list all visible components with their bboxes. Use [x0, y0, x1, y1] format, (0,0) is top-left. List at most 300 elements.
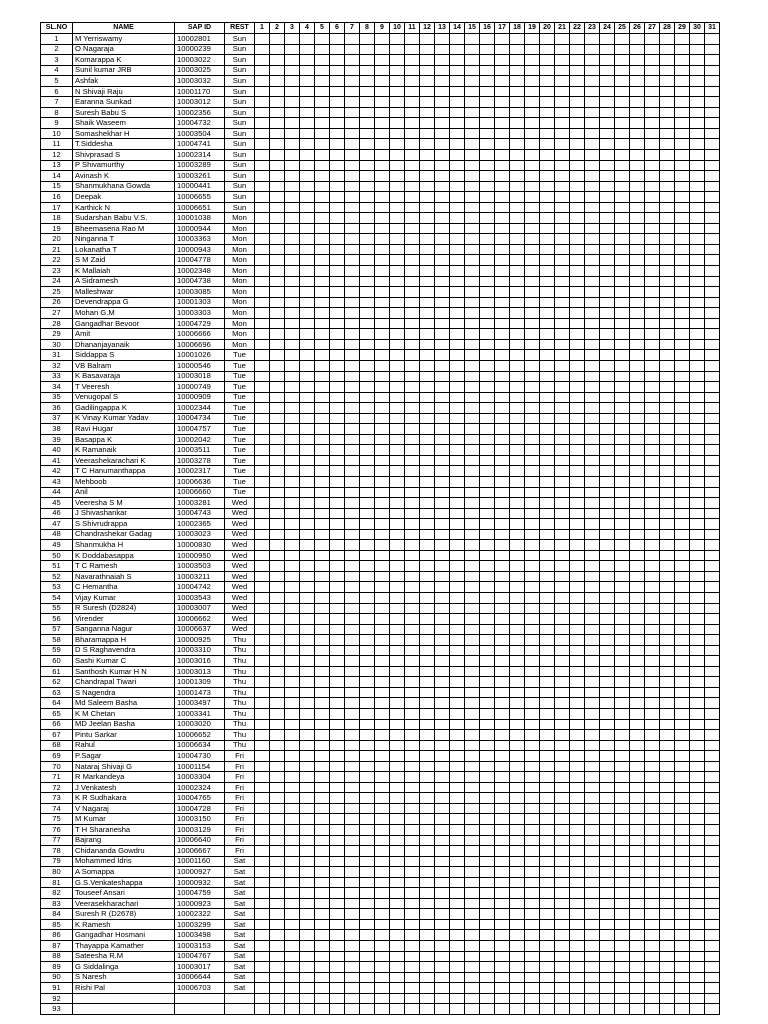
- day-cell[interactable]: [285, 34, 300, 45]
- day-cell[interactable]: [555, 962, 570, 973]
- day-cell[interactable]: [615, 97, 630, 108]
- day-cell[interactable]: [495, 202, 510, 213]
- day-cell[interactable]: [525, 624, 540, 635]
- day-cell[interactable]: [405, 403, 420, 414]
- day-cell[interactable]: [630, 962, 645, 973]
- day-cell[interactable]: [555, 592, 570, 603]
- day-cell[interactable]: [630, 983, 645, 994]
- day-cell[interactable]: [315, 930, 330, 941]
- day-cell[interactable]: [465, 888, 480, 899]
- day-cell[interactable]: [705, 772, 720, 783]
- day-cell[interactable]: [555, 919, 570, 930]
- day-cell[interactable]: [585, 382, 600, 393]
- day-cell[interactable]: [435, 287, 450, 298]
- day-cell[interactable]: [495, 941, 510, 952]
- day-cell[interactable]: [435, 308, 450, 319]
- day-cell[interactable]: [675, 150, 690, 161]
- day-cell[interactable]: [690, 308, 705, 319]
- day-cell[interactable]: [480, 118, 495, 129]
- day-cell[interactable]: [495, 909, 510, 920]
- day-cell[interactable]: [525, 308, 540, 319]
- day-cell[interactable]: [405, 519, 420, 530]
- day-cell[interactable]: [585, 455, 600, 466]
- day-cell[interactable]: [570, 360, 585, 371]
- day-cell[interactable]: [270, 803, 285, 814]
- day-cell[interactable]: [420, 772, 435, 783]
- day-cell[interactable]: [270, 888, 285, 899]
- day-cell[interactable]: [510, 825, 525, 836]
- day-cell[interactable]: [675, 592, 690, 603]
- day-cell[interactable]: [480, 814, 495, 825]
- day-cell[interactable]: [300, 350, 315, 361]
- day-cell[interactable]: [705, 55, 720, 66]
- day-cell[interactable]: [300, 287, 315, 298]
- day-cell[interactable]: [645, 1004, 660, 1015]
- day-cell[interactable]: [690, 297, 705, 308]
- day-cell[interactable]: [420, 888, 435, 899]
- day-cell[interactable]: [405, 434, 420, 445]
- day-cell[interactable]: [465, 476, 480, 487]
- day-cell[interactable]: [615, 803, 630, 814]
- day-cell[interactable]: [480, 487, 495, 498]
- day-cell[interactable]: [540, 835, 555, 846]
- day-cell[interactable]: [315, 276, 330, 287]
- day-cell[interactable]: [360, 455, 375, 466]
- day-cell[interactable]: [360, 941, 375, 952]
- day-cell[interactable]: [435, 86, 450, 97]
- day-cell[interactable]: [705, 803, 720, 814]
- day-cell[interactable]: [420, 846, 435, 857]
- day-cell[interactable]: [540, 86, 555, 97]
- day-cell[interactable]: [300, 835, 315, 846]
- day-cell[interactable]: [660, 382, 675, 393]
- day-cell[interactable]: [465, 540, 480, 551]
- day-cell[interactable]: [315, 97, 330, 108]
- day-cell[interactable]: [315, 888, 330, 899]
- day-cell[interactable]: [660, 139, 675, 150]
- day-cell[interactable]: [675, 698, 690, 709]
- day-cell[interactable]: [465, 814, 480, 825]
- day-cell[interactable]: [690, 382, 705, 393]
- day-cell[interactable]: [345, 614, 360, 625]
- day-cell[interactable]: [390, 476, 405, 487]
- day-cell[interactable]: [495, 772, 510, 783]
- day-cell[interactable]: [660, 761, 675, 772]
- day-cell[interactable]: [690, 993, 705, 1004]
- day-cell[interactable]: [525, 202, 540, 213]
- day-cell[interactable]: [375, 856, 390, 867]
- day-cell[interactable]: [510, 403, 525, 414]
- day-cell[interactable]: [420, 624, 435, 635]
- day-cell[interactable]: [345, 550, 360, 561]
- day-cell[interactable]: [300, 107, 315, 118]
- day-cell[interactable]: [630, 614, 645, 625]
- day-cell[interactable]: [690, 65, 705, 76]
- day-cell[interactable]: [675, 951, 690, 962]
- day-cell[interactable]: [315, 772, 330, 783]
- day-cell[interactable]: [330, 350, 345, 361]
- day-cell[interactable]: [690, 624, 705, 635]
- day-cell[interactable]: [615, 139, 630, 150]
- day-cell[interactable]: [645, 192, 660, 203]
- day-cell[interactable]: [270, 318, 285, 329]
- day-cell[interactable]: [255, 487, 270, 498]
- day-cell[interactable]: [525, 993, 540, 1004]
- day-cell[interactable]: [645, 97, 660, 108]
- day-cell[interactable]: [405, 213, 420, 224]
- day-cell[interactable]: [540, 962, 555, 973]
- day-cell[interactable]: [630, 413, 645, 424]
- day-cell[interactable]: [690, 941, 705, 952]
- day-cell[interactable]: [255, 107, 270, 118]
- day-cell[interactable]: [615, 329, 630, 340]
- day-cell[interactable]: [270, 561, 285, 572]
- day-cell[interactable]: [615, 867, 630, 878]
- day-cell[interactable]: [495, 234, 510, 245]
- day-cell[interactable]: [615, 666, 630, 677]
- day-cell[interactable]: [585, 614, 600, 625]
- day-cell[interactable]: [660, 656, 675, 667]
- day-cell[interactable]: [525, 487, 540, 498]
- day-cell[interactable]: [660, 266, 675, 277]
- day-cell[interactable]: [510, 856, 525, 867]
- day-cell[interactable]: [645, 941, 660, 952]
- day-cell[interactable]: [585, 635, 600, 646]
- day-cell[interactable]: [465, 803, 480, 814]
- day-cell[interactable]: [345, 34, 360, 45]
- day-cell[interactable]: [300, 603, 315, 614]
- day-cell[interactable]: [690, 192, 705, 203]
- day-cell[interactable]: [615, 297, 630, 308]
- day-cell[interactable]: [435, 498, 450, 509]
- day-cell[interactable]: [330, 476, 345, 487]
- day-cell[interactable]: [315, 835, 330, 846]
- day-cell[interactable]: [570, 297, 585, 308]
- day-cell[interactable]: [450, 592, 465, 603]
- day-cell[interactable]: [375, 86, 390, 97]
- day-cell[interactable]: [585, 983, 600, 994]
- day-cell[interactable]: [525, 698, 540, 709]
- day-cell[interactable]: [420, 202, 435, 213]
- day-cell[interactable]: [420, 171, 435, 182]
- day-cell[interactable]: [615, 656, 630, 667]
- day-cell[interactable]: [375, 413, 390, 424]
- day-cell[interactable]: [465, 561, 480, 572]
- day-cell[interactable]: [255, 962, 270, 973]
- day-cell[interactable]: [285, 86, 300, 97]
- day-cell[interactable]: [630, 371, 645, 382]
- day-cell[interactable]: [585, 709, 600, 720]
- day-cell[interactable]: [600, 656, 615, 667]
- day-cell[interactable]: [555, 466, 570, 477]
- day-cell[interactable]: [255, 76, 270, 87]
- day-cell[interactable]: [360, 751, 375, 762]
- day-cell[interactable]: [660, 592, 675, 603]
- day-cell[interactable]: [540, 276, 555, 287]
- day-cell[interactable]: [660, 856, 675, 867]
- day-cell[interactable]: [465, 529, 480, 540]
- day-cell[interactable]: [345, 814, 360, 825]
- day-cell[interactable]: [510, 360, 525, 371]
- day-cell[interactable]: [615, 519, 630, 530]
- day-cell[interactable]: [375, 962, 390, 973]
- day-cell[interactable]: [600, 846, 615, 857]
- day-cell[interactable]: [285, 993, 300, 1004]
- day-cell[interactable]: [255, 782, 270, 793]
- day-cell[interactable]: [705, 972, 720, 983]
- day-cell[interactable]: [375, 614, 390, 625]
- day-cell[interactable]: [435, 909, 450, 920]
- day-cell[interactable]: [315, 107, 330, 118]
- day-cell[interactable]: [465, 382, 480, 393]
- day-cell[interactable]: [675, 761, 690, 772]
- day-cell[interactable]: [450, 919, 465, 930]
- day-cell[interactable]: [435, 962, 450, 973]
- day-cell[interactable]: [525, 255, 540, 266]
- day-cell[interactable]: [300, 76, 315, 87]
- day-cell[interactable]: [285, 983, 300, 994]
- day-cell[interactable]: [435, 698, 450, 709]
- day-cell[interactable]: [270, 445, 285, 456]
- day-cell[interactable]: [465, 97, 480, 108]
- day-cell[interactable]: [690, 877, 705, 888]
- day-cell[interactable]: [420, 181, 435, 192]
- day-cell[interactable]: [705, 856, 720, 867]
- day-cell[interactable]: [705, 455, 720, 466]
- day-cell[interactable]: [450, 698, 465, 709]
- day-cell[interactable]: [510, 867, 525, 878]
- day-cell[interactable]: [645, 972, 660, 983]
- day-cell[interactable]: [570, 772, 585, 783]
- day-cell[interactable]: [405, 877, 420, 888]
- day-cell[interactable]: [375, 529, 390, 540]
- day-cell[interactable]: [330, 455, 345, 466]
- day-cell[interactable]: [645, 434, 660, 445]
- day-cell[interactable]: [495, 181, 510, 192]
- day-cell[interactable]: [405, 772, 420, 783]
- day-cell[interactable]: [540, 287, 555, 298]
- day-cell[interactable]: [330, 403, 345, 414]
- day-cell[interactable]: [690, 413, 705, 424]
- day-cell[interactable]: [270, 350, 285, 361]
- day-cell[interactable]: [405, 561, 420, 572]
- day-cell[interactable]: [570, 55, 585, 66]
- day-cell[interactable]: [300, 445, 315, 456]
- day-cell[interactable]: [450, 476, 465, 487]
- day-cell[interactable]: [660, 666, 675, 677]
- day-cell[interactable]: [675, 287, 690, 298]
- day-cell[interactable]: [450, 835, 465, 846]
- day-cell[interactable]: [540, 635, 555, 646]
- day-cell[interactable]: [705, 666, 720, 677]
- day-cell[interactable]: [540, 719, 555, 730]
- day-cell[interactable]: [255, 983, 270, 994]
- day-cell[interactable]: [255, 318, 270, 329]
- day-cell[interactable]: [705, 476, 720, 487]
- day-cell[interactable]: [555, 276, 570, 287]
- day-cell[interactable]: [555, 498, 570, 509]
- day-cell[interactable]: [675, 983, 690, 994]
- day-cell[interactable]: [360, 192, 375, 203]
- day-cell[interactable]: [390, 455, 405, 466]
- day-cell[interactable]: [570, 329, 585, 340]
- day-cell[interactable]: [375, 223, 390, 234]
- day-cell[interactable]: [435, 540, 450, 551]
- day-cell[interactable]: [300, 424, 315, 435]
- day-cell[interactable]: [585, 751, 600, 762]
- day-cell[interactable]: [675, 97, 690, 108]
- day-cell[interactable]: [705, 118, 720, 129]
- day-cell[interactable]: [255, 540, 270, 551]
- day-cell[interactable]: [300, 793, 315, 804]
- day-cell[interactable]: [690, 772, 705, 783]
- day-cell[interactable]: [585, 909, 600, 920]
- day-cell[interactable]: [345, 508, 360, 519]
- day-cell[interactable]: [330, 919, 345, 930]
- day-cell[interactable]: [450, 898, 465, 909]
- day-cell[interactable]: [315, 656, 330, 667]
- day-cell[interactable]: [615, 983, 630, 994]
- day-cell[interactable]: [255, 561, 270, 572]
- day-cell[interactable]: [540, 76, 555, 87]
- day-cell[interactable]: [555, 666, 570, 677]
- day-cell[interactable]: [330, 803, 345, 814]
- day-cell[interactable]: [360, 308, 375, 319]
- day-cell[interactable]: [465, 55, 480, 66]
- day-cell[interactable]: [285, 666, 300, 677]
- day-cell[interactable]: [555, 930, 570, 941]
- day-cell[interactable]: [645, 793, 660, 804]
- day-cell[interactable]: [630, 181, 645, 192]
- day-cell[interactable]: [525, 403, 540, 414]
- day-cell[interactable]: [645, 782, 660, 793]
- day-cell[interactable]: [510, 645, 525, 656]
- day-cell[interactable]: [615, 677, 630, 688]
- day-cell[interactable]: [585, 128, 600, 139]
- day-cell[interactable]: [570, 34, 585, 45]
- day-cell[interactable]: [660, 846, 675, 857]
- day-cell[interactable]: [345, 962, 360, 973]
- day-cell[interactable]: [660, 814, 675, 825]
- day-cell[interactable]: [675, 888, 690, 899]
- day-cell[interactable]: [540, 951, 555, 962]
- day-cell[interactable]: [330, 360, 345, 371]
- day-cell[interactable]: [435, 645, 450, 656]
- day-cell[interactable]: [405, 592, 420, 603]
- day-cell[interactable]: [405, 382, 420, 393]
- day-cell[interactable]: [300, 571, 315, 582]
- day-cell[interactable]: [675, 740, 690, 751]
- day-cell[interactable]: [510, 424, 525, 435]
- day-cell[interactable]: [630, 709, 645, 720]
- day-cell[interactable]: [555, 318, 570, 329]
- day-cell[interactable]: [645, 181, 660, 192]
- day-cell[interactable]: [555, 529, 570, 540]
- day-cell[interactable]: [585, 244, 600, 255]
- day-cell[interactable]: [690, 181, 705, 192]
- day-cell[interactable]: [300, 403, 315, 414]
- day-cell[interactable]: [570, 719, 585, 730]
- day-cell[interactable]: [540, 213, 555, 224]
- day-cell[interactable]: [630, 97, 645, 108]
- day-cell[interactable]: [300, 561, 315, 572]
- day-cell[interactable]: [285, 898, 300, 909]
- day-cell[interactable]: [435, 867, 450, 878]
- day-cell[interactable]: [420, 740, 435, 751]
- day-cell[interactable]: [435, 846, 450, 857]
- day-cell[interactable]: [585, 698, 600, 709]
- day-cell[interactable]: [540, 561, 555, 572]
- day-cell[interactable]: [360, 740, 375, 751]
- day-cell[interactable]: [465, 276, 480, 287]
- day-cell[interactable]: [690, 793, 705, 804]
- day-cell[interactable]: [660, 930, 675, 941]
- day-cell[interactable]: [510, 434, 525, 445]
- day-cell[interactable]: [345, 909, 360, 920]
- day-cell[interactable]: [480, 392, 495, 403]
- day-cell[interactable]: [675, 34, 690, 45]
- day-cell[interactable]: [375, 476, 390, 487]
- day-cell[interactable]: [435, 371, 450, 382]
- day-cell[interactable]: [525, 814, 540, 825]
- day-cell[interactable]: [285, 160, 300, 171]
- day-cell[interactable]: [660, 213, 675, 224]
- day-cell[interactable]: [675, 244, 690, 255]
- day-cell[interactable]: [660, 730, 675, 741]
- day-cell[interactable]: [615, 266, 630, 277]
- day-cell[interactable]: [420, 139, 435, 150]
- day-cell[interactable]: [405, 487, 420, 498]
- day-cell[interactable]: [420, 55, 435, 66]
- day-cell[interactable]: [675, 382, 690, 393]
- day-cell[interactable]: [615, 65, 630, 76]
- day-cell[interactable]: [465, 44, 480, 55]
- day-cell[interactable]: [690, 698, 705, 709]
- day-cell[interactable]: [645, 360, 660, 371]
- day-cell[interactable]: [645, 297, 660, 308]
- day-cell[interactable]: [690, 287, 705, 298]
- day-cell[interactable]: [405, 476, 420, 487]
- day-cell[interactable]: [345, 951, 360, 962]
- day-cell[interactable]: [615, 318, 630, 329]
- day-cell[interactable]: [465, 350, 480, 361]
- day-cell[interactable]: [330, 645, 345, 656]
- day-cell[interactable]: [585, 434, 600, 445]
- day-cell[interactable]: [570, 498, 585, 509]
- day-cell[interactable]: [480, 181, 495, 192]
- day-cell[interactable]: [540, 603, 555, 614]
- day-cell[interactable]: [630, 476, 645, 487]
- day-cell[interactable]: [255, 434, 270, 445]
- day-cell[interactable]: [705, 888, 720, 899]
- day-cell[interactable]: [495, 434, 510, 445]
- day-cell[interactable]: [315, 782, 330, 793]
- day-cell[interactable]: [345, 751, 360, 762]
- day-cell[interactable]: [330, 751, 345, 762]
- day-cell[interactable]: [540, 202, 555, 213]
- day-cell[interactable]: [600, 677, 615, 688]
- day-cell[interactable]: [555, 825, 570, 836]
- day-cell[interactable]: [570, 645, 585, 656]
- day-cell[interactable]: [360, 761, 375, 772]
- day-cell[interactable]: [285, 360, 300, 371]
- day-cell[interactable]: [705, 128, 720, 139]
- day-cell[interactable]: [615, 382, 630, 393]
- day-cell[interactable]: [405, 761, 420, 772]
- day-cell[interactable]: [375, 635, 390, 646]
- day-cell[interactable]: [435, 730, 450, 741]
- day-cell[interactable]: [510, 276, 525, 287]
